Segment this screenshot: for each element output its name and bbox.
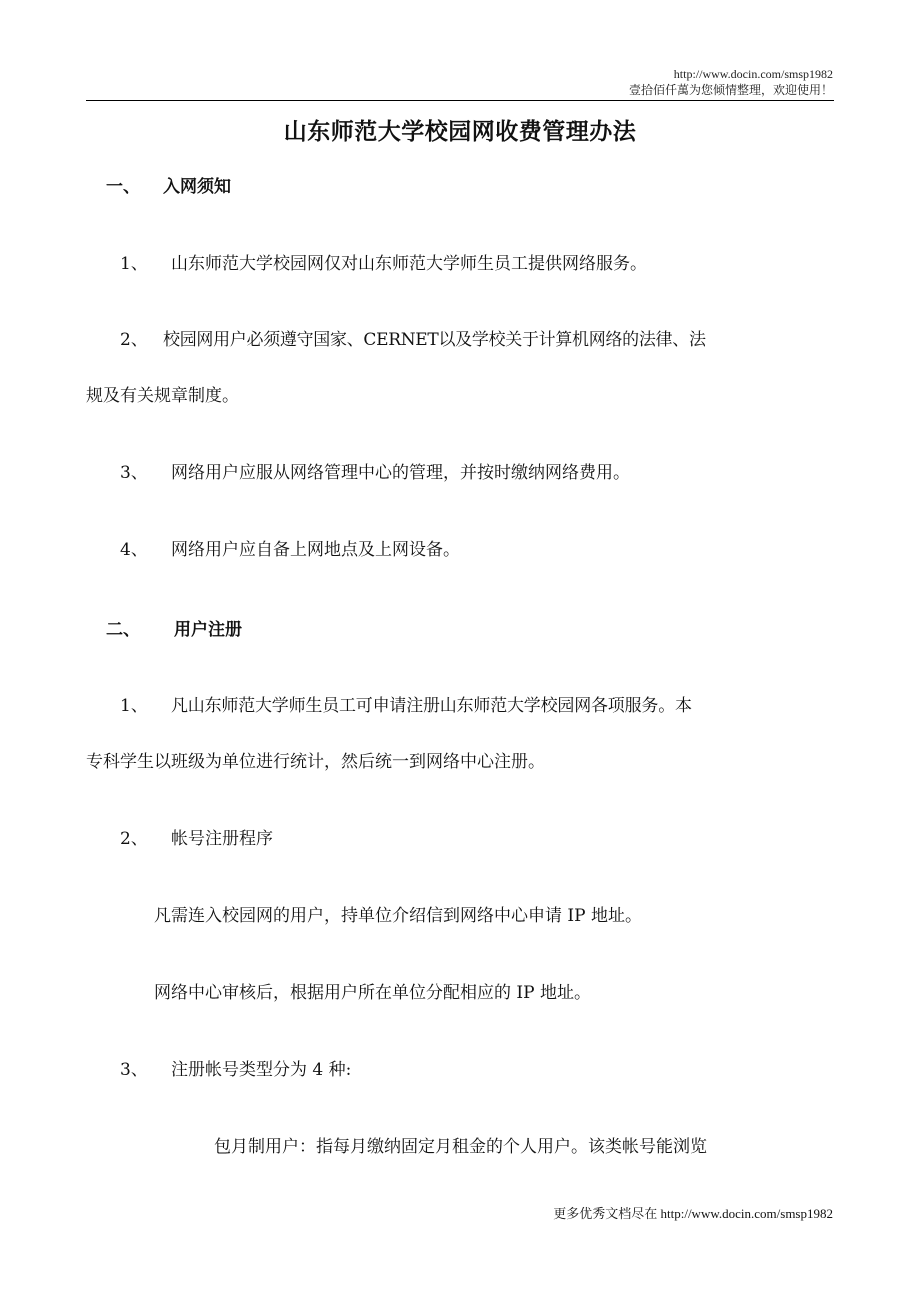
paragraph-line: 包月制用户：指每月缴纳固定月租金的个人用户。该类帐号能浏览 [214, 1137, 707, 1157]
paragraph-line: 凡需连入校园网的用户，持单位介绍信到网络中心申请 IP 地址。 [154, 906, 642, 926]
paragraph-line: 注册帐号类型分为 4 种: [171, 1060, 352, 1080]
item-number: 1、 [120, 254, 148, 274]
paragraph-line: 山东师范大学校园网仅对山东师范大学师生员工提供网络服务。 [171, 254, 647, 274]
section-1-number: 一、 [106, 177, 140, 197]
paragraph-line: 网络用户应服从网络管理中心的管理，并按时缴纳网络费用。 [171, 463, 630, 483]
paragraph-line: 帐号注册程序 [171, 829, 273, 849]
footer-link[interactable]: 更多优秀文档尽在 http://www.docin.com/smsp1982 [553, 1206, 833, 1221]
section-2-title: 用户注册 [174, 620, 242, 640]
paragraph-line: 专科学生以班级为单位进行统计，然后统一到网络中心注册。 [86, 752, 545, 772]
section-1-title: 入网须知 [163, 177, 231, 197]
item-number: 2、 [120, 829, 148, 849]
paragraph-line: 网络中心审核后，根据用户所在单位分配相应的 IP 地址。 [154, 983, 591, 1003]
section-2-number: 二、 [106, 620, 140, 640]
paragraph-line: 规及有关规章制度。 [86, 386, 239, 406]
item-number: 4、 [120, 540, 148, 560]
item-number: 3、 [120, 1060, 148, 1080]
header-divider [86, 100, 834, 101]
item-number: 2、 [120, 330, 148, 350]
header-url[interactable]: http://www.docin.com/smsp1982 [673, 67, 833, 81]
document-title: 山东师范大学校园网收费管理办法 [283, 118, 637, 145]
item-number: 3、 [120, 463, 148, 483]
item-number: 1、 [120, 696, 148, 716]
header-note: 壹拾佰仟萬为您倾情整理，欢迎使用！ [628, 83, 833, 97]
paragraph-line: 凡山东师范大学师生员工可申请注册山东师范大学校园网各项服务。本 [171, 696, 692, 716]
paragraph-line: 网络用户应自备上网地点及上网设备。 [171, 540, 460, 560]
paragraph-line: 校园网用户必须遵守国家、CERNET以及学校关于计算机网络的法律、法 [163, 330, 706, 350]
